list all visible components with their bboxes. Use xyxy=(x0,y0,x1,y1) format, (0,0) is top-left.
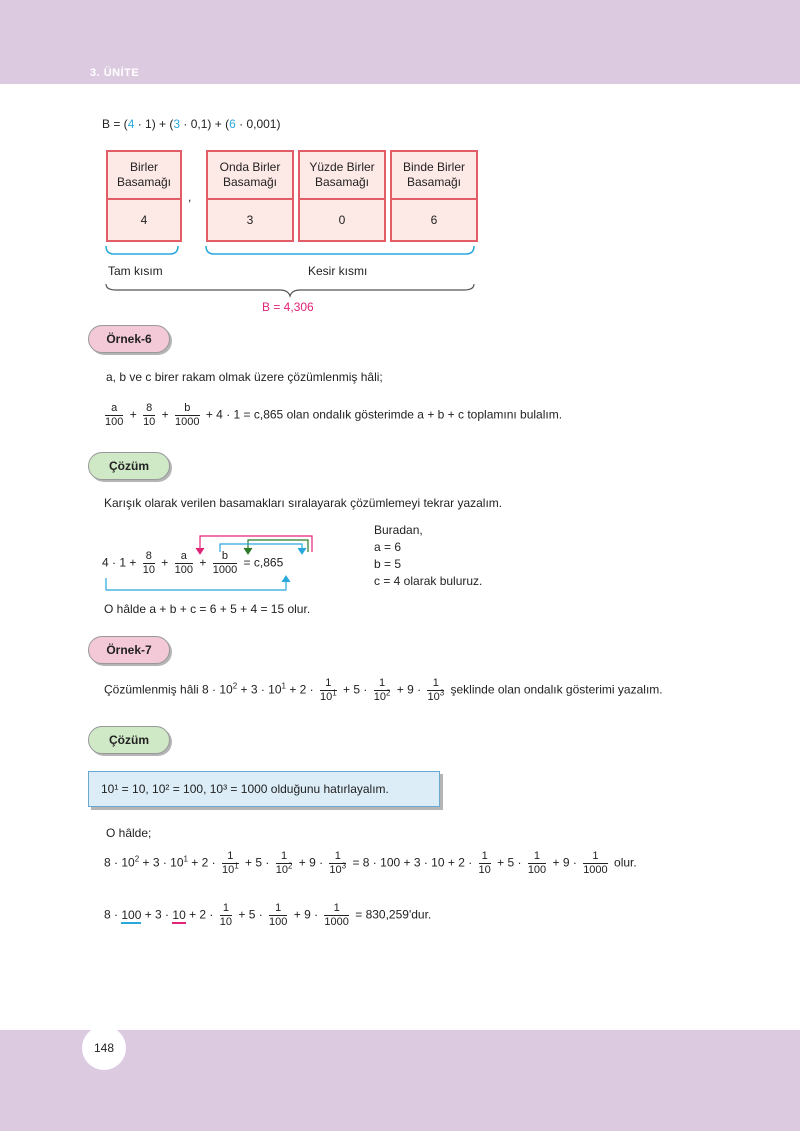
place-box-header: Onda Birler Basamağı xyxy=(208,152,292,200)
place-box-header: Birler Basamağı xyxy=(108,152,180,200)
place-box-value: 4 xyxy=(140,213,148,227)
place-box-header: Binde Birler Basamağı xyxy=(392,152,476,200)
solution-6-badge: Çözüm xyxy=(88,452,170,480)
example-7-equation: Çözümlenmiş hâli $8 \cdot 10^2 + 3 \cdot 10^1 + 2$ · $\frac{1}{10^1}$ + 5 · $\frac{1}{10^2}$ + 9 · $\frac{1}{10^3}$ şeklinde olan ondalık gösterimi yazalım. xyxy=(104,677,663,703)
place-box-value: 3 xyxy=(246,213,254,227)
solution-7-badge: Çözüm xyxy=(88,726,170,754)
solution-6-intro: Karışık olarak verilen basamakları sıralayarak çözümlemeyi tekrar yazalım. xyxy=(104,496,503,510)
fraction: $\frac{1}{100}$ xyxy=(269,902,288,928)
fraction: $\frac{a}{100}$ xyxy=(105,402,124,428)
fraction: $\frac{1}{10^1}$ xyxy=(221,850,239,876)
fraction: $\frac{1}{100}$ xyxy=(527,850,547,876)
solution-6-values: Buradan, a = 6 b = 5 c = 4 olarak buluruz. xyxy=(374,523,483,588)
fraction: $\frac{a}{100}$ xyxy=(174,550,194,576)
example-6-badge: Örnek-6 xyxy=(88,325,170,353)
solution-7-step1: $8 \cdot 10^2 + 3 \cdot 10^1 + 2$ · $\frac{1}{10^1}$ + 5 · $\frac{1}{10^2}$ + 9 · $\frac{1}{10^3}$ = 8 · 100 + 3 · 10 + 2 · $\frac{1}{10}$ + 5 · $\frac{1}{100}$ + 9 · $\frac{1}{1000}$ olur. xyxy=(104,850,637,876)
fraction: $\frac{1}{1000}$ xyxy=(583,850,608,876)
tam-kisim-label: Tam kısım xyxy=(108,264,163,278)
b-result: B = 4,306 xyxy=(262,300,314,314)
place-box-hundredths xyxy=(298,150,386,242)
fraction: $\frac{1}{10^2}$ xyxy=(373,677,391,703)
place-box-thousandths xyxy=(390,150,478,242)
fraction: $\frac{1}{10^3}$ xyxy=(427,677,445,703)
solution-7-ohalde: O hâlde; xyxy=(106,826,152,840)
example-6-equation: $\frac{a}{100}$ + $\frac{8}{10}$ + $\frac{b}{1000}$ + 4 · 1 = c,865 olan ondalık gösterimde a + b + c toplamını bulalım. xyxy=(105,402,563,428)
solution-6-equation: 4 · 1 + $\frac{8}{10}$ + $\frac{a}{100}$ + $\frac{b}{1000}$ = c,865 xyxy=(102,550,284,576)
place-box-value: 0 xyxy=(338,213,346,227)
reminder-note: 10¹ = 10, 10² = 100, 10³ = 1000 olduğunu hatırlayalım. xyxy=(88,771,440,807)
fraction: $\frac{1}{1000}$ xyxy=(324,902,349,928)
fraction: $\frac{1}{10}$ xyxy=(478,850,491,876)
place-box-header: Yüzde Birler Basamağı xyxy=(300,152,384,200)
example-6-statement: a, b ve c birer rakam olmak üzere çözümlenmiş hâli; xyxy=(106,370,383,384)
fraction: $\frac{8}{10}$ xyxy=(143,402,156,428)
place-box-value: 6 xyxy=(430,213,438,227)
decimal-comma: , xyxy=(188,190,192,204)
fraction: $\frac{b}{1000}$ xyxy=(212,550,238,576)
place-box-tenths xyxy=(206,150,294,242)
page-number: 148 xyxy=(93,1041,115,1055)
fraction: $\frac{1}{10^2}$ xyxy=(275,850,293,876)
fraction: $\frac{8}{10}$ xyxy=(142,550,155,576)
solution-6-result: O hâlde a + b + c = 6 + 5 + 4 = 15 olur. xyxy=(104,602,311,616)
unit-label: 3. ÜNİTE xyxy=(90,67,140,79)
fraction: $\frac{1}{10}$ xyxy=(219,902,233,928)
b-equation: B = (4 · 1) + (3 · 0,1) + (6 · 0,001) xyxy=(102,117,281,131)
place-box-ones xyxy=(106,150,182,242)
example-7-badge: Örnek-7 xyxy=(88,636,170,664)
kesir-kismi-label: Kesir kısmı xyxy=(308,264,368,278)
solution-7-step2: 8 · 100 + 3 · 10 + 2 · $\frac{1}{10}$ + 5 · $\frac{1}{100}$ + 9 · $\frac{1}{1000}$ = 830,259'dur. xyxy=(104,902,432,928)
fraction: $\frac{b}{1000}$ xyxy=(175,402,200,428)
fraction: $\frac{1}{10^1}$ xyxy=(320,677,337,703)
fraction: $\frac{1}{10^3}$ xyxy=(329,850,347,876)
